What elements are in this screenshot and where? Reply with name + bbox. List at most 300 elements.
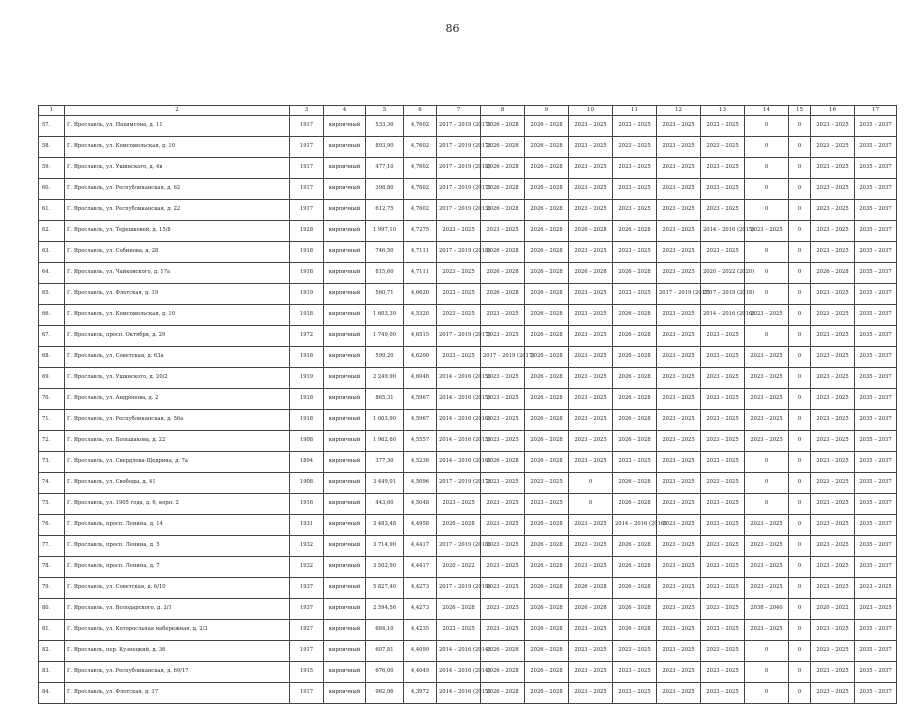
table-cell: 4,5236 <box>404 452 437 473</box>
table-cell: 2023 – 2025 <box>657 158 701 179</box>
table-cell: 2035 – 2037 <box>855 200 897 221</box>
table-cell: 2023 – 2025 <box>701 200 745 221</box>
table-cell: 1918 <box>290 389 324 410</box>
table-row <box>39 221 897 242</box>
column-header: 17 <box>855 106 897 116</box>
table-cell: 75. <box>39 494 65 515</box>
table-cell: 2026 – 2028 <box>481 200 525 221</box>
table-cell: 1917 <box>290 641 324 662</box>
table-cell: 2026 – 2028 <box>613 410 657 431</box>
table-cell: кирпичный <box>324 389 366 410</box>
table-cell: 2023 – 2025 <box>745 347 789 368</box>
table-cell: 2023 – 2025 <box>613 284 657 305</box>
table-cell: 1915 <box>290 662 324 683</box>
table-cell: 2026 – 2028 <box>525 641 569 662</box>
table-cell: 2023 – 2025 <box>701 179 745 200</box>
column-header: 5 <box>366 106 404 116</box>
table-cell: 1908 <box>290 431 324 452</box>
table-cell: 2023 – 2025 <box>701 326 745 347</box>
table-cell: 865,31 <box>366 389 404 410</box>
table-cell: 4,7602 <box>404 179 437 200</box>
table-cell: 2026 – 2028 <box>525 200 569 221</box>
table-cell: 398,80 <box>366 179 404 200</box>
address-cell: Г. Ярославль, ул. Собинова, д. 28 <box>65 242 290 263</box>
table-cell: 2023 – 2025 <box>657 389 701 410</box>
table-cell: 2023 – 2025 <box>811 116 855 137</box>
table-cell: 2035 – 2037 <box>855 683 897 704</box>
table-cell: 2026 – 2028 <box>613 326 657 347</box>
table-cell: 0 <box>745 641 789 662</box>
table-cell: 2014 – 2016 (2016) <box>613 515 657 536</box>
column-header: 10 <box>569 106 613 116</box>
table-cell: 2014 – 2016 (2015) <box>437 431 481 452</box>
address-cell: Г. Ярославль, ул. Большакова, д. 22 <box>65 431 290 452</box>
table-cell: 2035 – 2037 <box>855 410 897 431</box>
table-cell: 0 <box>745 452 789 473</box>
table-cell: 2023 – 2025 <box>811 620 855 641</box>
table-cell: 1908 <box>290 473 324 494</box>
address-cell: Г. Ярославль, ул. Республиканская, д. 22 <box>65 200 290 221</box>
table-cell: 2026 – 2028 <box>613 599 657 620</box>
table-cell: 1917 <box>290 683 324 704</box>
table-cell: 1 997,10 <box>366 221 404 242</box>
table-cell: 2035 – 2037 <box>855 305 897 326</box>
table-cell: 2023 – 2025 <box>481 221 525 242</box>
table-cell: 2038 – 2040 <box>745 599 789 620</box>
table-cell: 2023 – 2025 <box>481 368 525 389</box>
address-cell: Г. Ярославль, ул. Республиканская, д. 62 <box>65 179 290 200</box>
table-cell: 2023 – 2025 <box>569 284 613 305</box>
table-cell: 2023 – 2025 <box>569 305 613 326</box>
table-cell: кирпичный <box>324 158 366 179</box>
table-cell: 2023 – 2025 <box>701 599 745 620</box>
table-cell: 2023 – 2025 <box>657 620 701 641</box>
table-cell: 2023 – 2025 <box>481 620 525 641</box>
table-cell: 2035 – 2037 <box>855 284 897 305</box>
table-cell: 2023 – 2025 <box>657 536 701 557</box>
table-cell: 2035 – 2037 <box>855 368 897 389</box>
table-cell: 477,10 <box>366 158 404 179</box>
table-cell: 2020 – 2022 <box>437 557 481 578</box>
table-cell: 2023 – 2025 <box>657 494 701 515</box>
table-cell: 2023 – 2025 <box>701 137 745 158</box>
table-cell: 4,6200 <box>404 347 437 368</box>
table-cell: 1919 <box>290 284 324 305</box>
table-cell: 2026 – 2028 <box>525 158 569 179</box>
table-cell: 2023 – 2025 <box>481 578 525 599</box>
table-cell: 2023 – 2025 <box>481 410 525 431</box>
table-row <box>39 389 897 410</box>
table-cell: 2023 – 2025 <box>569 683 613 704</box>
table-cell: 2026 – 2028 <box>525 347 569 368</box>
column-header: 9 <box>525 106 569 116</box>
table-cell: 0 <box>745 494 789 515</box>
table-cell: 2026 – 2028 <box>613 536 657 557</box>
table-cell: 2017 – 2019 (2017) <box>437 179 481 200</box>
table-cell: 1 603,30 <box>366 305 404 326</box>
table-cell: 962,06 <box>366 683 404 704</box>
table-cell: 2023 – 2025 <box>811 242 855 263</box>
table-cell: 2023 – 2025 <box>657 242 701 263</box>
table-cell: 67. <box>39 326 65 347</box>
table-cell: 80. <box>39 599 65 620</box>
table-cell: 2014 – 2016 (2016) <box>437 452 481 473</box>
table-row <box>39 683 897 704</box>
table-cell: 0 <box>789 116 811 137</box>
table-cell: 1972 <box>290 326 324 347</box>
table-cell: 2026 – 2028 <box>613 347 657 368</box>
table-cell: 1917 <box>290 200 324 221</box>
table-cell: 2023 – 2025 <box>811 158 855 179</box>
table-cell: кирпичный <box>324 452 366 473</box>
table-cell: 2026 – 2028 <box>525 683 569 704</box>
table-cell: кирпичный <box>324 431 366 452</box>
table-cell: 2023 – 2025 <box>811 137 855 158</box>
table-cell: 2023 – 2025 <box>701 410 745 431</box>
table-cell: 2026 – 2028 <box>481 662 525 683</box>
table-cell: кирпичный <box>324 536 366 557</box>
table-cell: 2023 – 2025 <box>745 221 789 242</box>
address-cell: Г. Ярославль, ул. Ушинского, д. 4в <box>65 158 290 179</box>
table-row <box>39 578 897 599</box>
table-cell: кирпичный <box>324 284 366 305</box>
table-cell: 2026 – 2028 <box>437 515 481 536</box>
table-cell: кирпичный <box>324 116 366 137</box>
table-cell: 0 <box>789 263 811 284</box>
table-cell: 2023 – 2025 <box>657 116 701 137</box>
table-cell: 893,90 <box>366 137 404 158</box>
table-cell: 2023 – 2025 <box>657 599 701 620</box>
table-cell: 2023 – 2025 <box>657 662 701 683</box>
table-row <box>39 431 897 452</box>
table-cell: 2026 – 2028 <box>525 389 569 410</box>
table-cell: 2023 – 2025 <box>481 536 525 557</box>
table-cell: 2023 – 2025 <box>811 494 855 515</box>
table-cell: 2023 – 2025 <box>745 389 789 410</box>
table-cell: 2035 – 2037 <box>855 179 897 200</box>
table-cell: 2023 – 2025 <box>745 557 789 578</box>
table-cell: 2 594,56 <box>366 599 404 620</box>
table-cell: 2023 – 2025 <box>657 347 701 368</box>
table-cell: кирпичный <box>324 410 366 431</box>
table-cell: 2023 – 2025 <box>811 452 855 473</box>
table-cell: 1928 <box>290 221 324 242</box>
table-row <box>39 116 897 137</box>
table-cell: 2014 – 2016 (2015) <box>437 683 481 704</box>
table-cell: 0 <box>789 515 811 536</box>
table-cell: 2023 – 2025 <box>569 515 613 536</box>
table-cell: 2017 – 2019 (2013) <box>437 200 481 221</box>
table-cell: 2023 – 2025 <box>811 368 855 389</box>
column-header: 13 <box>701 106 745 116</box>
table-cell: 2017 – 2019 (2018) <box>701 284 745 305</box>
table-cell: кирпичный <box>324 578 366 599</box>
table-cell: 1917 <box>290 179 324 200</box>
table-cell: 2023 – 2025 <box>701 557 745 578</box>
table-cell: 676,00 <box>366 662 404 683</box>
table-row <box>39 536 897 557</box>
table-cell: 0 <box>569 473 613 494</box>
table-header-row <box>39 106 897 116</box>
table-cell: кирпичный <box>324 179 366 200</box>
table-cell: 62. <box>39 221 65 242</box>
address-cell: Г. Ярославль, ул. Комсомольская, д. 10 <box>65 137 290 158</box>
table-cell: 2035 – 2037 <box>855 242 897 263</box>
address-cell: Г. Ярославль, ул. Которосльная набережная, д. 2/3 <box>65 620 290 641</box>
table-cell: 2023 – 2025 <box>437 263 481 284</box>
table-cell: 2023 – 2025 <box>481 389 525 410</box>
table-cell: 2023 – 2025 <box>657 683 701 704</box>
table-cell: 0 <box>745 137 789 158</box>
table-cell: 2017 – 2019 (2017) <box>437 116 481 137</box>
address-cell: Г. Ярославль, ул. Советская, д. 6/10 <box>65 578 290 599</box>
table-cell: 2023 – 2025 <box>701 116 745 137</box>
table-cell: 2023 – 2025 <box>481 431 525 452</box>
table-cell: 2023 – 2025 <box>701 389 745 410</box>
table-cell: 0 <box>745 116 789 137</box>
table-cell: 1918 <box>290 263 324 284</box>
table-cell: 0 <box>789 242 811 263</box>
table-cell: 2023 – 2025 <box>701 431 745 452</box>
table-cell: 4,6048 <box>404 368 437 389</box>
table-cell: 2023 – 2025 <box>437 284 481 305</box>
table-cell: 2026 – 2028 <box>525 368 569 389</box>
table-cell: 2023 – 2025 <box>701 662 745 683</box>
table-cell: 2023 – 2025 <box>811 662 855 683</box>
table-cell: 2023 – 2025 <box>481 557 525 578</box>
table-cell: 2023 – 2025 <box>525 473 569 494</box>
table-cell: 0 <box>789 494 811 515</box>
table-cell: 4,7602 <box>404 158 437 179</box>
table-cell: кирпичный <box>324 599 366 620</box>
table-cell: кирпичный <box>324 347 366 368</box>
table-cell: 4,7111 <box>404 263 437 284</box>
table-cell: 2017 – 2019 (2018) <box>437 242 481 263</box>
table-cell: 4,7275 <box>404 221 437 242</box>
table-cell: 0 <box>789 536 811 557</box>
table-cell: 2026 – 2028 <box>569 578 613 599</box>
table-cell: 2035 – 2037 <box>855 116 897 137</box>
table-cell: 4,6515 <box>404 326 437 347</box>
table-cell: 0 <box>789 284 811 305</box>
table-cell: 4,6620 <box>404 284 437 305</box>
table-cell: 2023 – 2025 <box>437 305 481 326</box>
table-cell: 2026 – 2028 <box>525 662 569 683</box>
table-cell: 1919 <box>290 368 324 389</box>
table-cell: 0 <box>569 494 613 515</box>
table-cell: 2023 – 2025 <box>569 137 613 158</box>
table-cell: 81. <box>39 620 65 641</box>
table-cell: 0 <box>789 410 811 431</box>
table-cell: кирпичный <box>324 137 366 158</box>
table-cell: 2026 – 2028 <box>613 620 657 641</box>
table-cell: 2023 – 2025 <box>481 326 525 347</box>
table-cell: 1 962,60 <box>366 431 404 452</box>
table-cell: 2026 – 2028 <box>481 263 525 284</box>
table-cell: 2023 – 2025 <box>811 431 855 452</box>
table-cell: 2023 – 2025 <box>811 179 855 200</box>
column-header: 4 <box>324 106 366 116</box>
table-cell: 2023 – 2025 <box>481 473 525 494</box>
table-cell: 78. <box>39 557 65 578</box>
table-cell: кирпичный <box>324 641 366 662</box>
table-cell: 2026 – 2028 <box>811 263 855 284</box>
table-cell: 2023 – 2025 <box>745 620 789 641</box>
table-cell: 2023 – 2025 <box>569 620 613 641</box>
table-cell: 2023 – 2025 <box>613 662 657 683</box>
table-cell: 607,81 <box>366 641 404 662</box>
table-cell: 2017 – 2019 (2017) <box>437 326 481 347</box>
table-cell: 2026 – 2028 <box>525 326 569 347</box>
table-cell: кирпичный <box>324 473 366 494</box>
table-row <box>39 494 897 515</box>
address-cell: Г. Ярославль, ул. Нахимсона, д. 11 <box>65 116 290 137</box>
table-row <box>39 326 897 347</box>
table-cell: 2014 – 2016 (2015) <box>437 368 481 389</box>
table-cell: 4,7111 <box>404 242 437 263</box>
table-cell: 0 <box>789 683 811 704</box>
table-cell: 533,30 <box>366 116 404 137</box>
table-cell: кирпичный <box>324 620 366 641</box>
table-cell: 2026 – 2028 <box>613 578 657 599</box>
table-cell: 2023 – 2025 <box>613 158 657 179</box>
address-cell: Г. Ярославль, ул. Свердлова-Щедрина, д. 7а <box>65 452 290 473</box>
table-cell: 2023 – 2025 <box>701 620 745 641</box>
table-row <box>39 284 897 305</box>
table-cell: 79. <box>39 578 65 599</box>
table-cell: 0 <box>745 179 789 200</box>
table-cell: 1 003,90 <box>366 410 404 431</box>
table-cell: 0 <box>789 137 811 158</box>
table-cell: 1917 <box>290 137 324 158</box>
table-cell: 0 <box>745 326 789 347</box>
table-cell: 0 <box>789 473 811 494</box>
table-cell: 2023 – 2025 <box>437 347 481 368</box>
table-cell: 2026 – 2028 <box>481 116 525 137</box>
table-cell: 83. <box>39 662 65 683</box>
table-cell: 2017 – 2019 (2017) <box>437 137 481 158</box>
table-cell: 59. <box>39 158 65 179</box>
table-cell: 0 <box>789 641 811 662</box>
table-cell: 2014 – 2016 (2016) <box>701 305 745 326</box>
address-cell: Г. Ярославль, просп. Ленина, д. 5 <box>65 536 290 557</box>
table-cell: кирпичный <box>324 221 366 242</box>
table-cell: 2026 – 2028 <box>481 641 525 662</box>
table-cell: 2 249,90 <box>366 368 404 389</box>
table-cell: 4,5048 <box>404 494 437 515</box>
address-cell: Г. Ярославль, ул. Республиканская, д. 56а <box>65 410 290 431</box>
table-cell: 2035 – 2037 <box>855 620 897 641</box>
table-cell: 2023 – 2025 <box>657 326 701 347</box>
table-cell: кирпичный <box>324 326 366 347</box>
table-cell: 2023 – 2025 <box>613 683 657 704</box>
table-cell: 2023 – 2025 <box>569 410 613 431</box>
table-cell: 2023 – 2025 <box>569 452 613 473</box>
table-cell: 2035 – 2037 <box>855 221 897 242</box>
table-row <box>39 641 897 662</box>
table-cell: 2023 – 2025 <box>657 473 701 494</box>
table-cell: 2026 – 2028 <box>481 242 525 263</box>
table-cell: 2023 – 2025 <box>657 305 701 326</box>
table-cell: 2014 – 2016 (2015) <box>701 221 745 242</box>
table-cell: 2026 – 2028 <box>525 578 569 599</box>
table-cell: кирпичный <box>324 515 366 536</box>
table-cell: 84. <box>39 683 65 704</box>
address-cell: Г. Ярославль, ул. Свободы, д. 41 <box>65 473 290 494</box>
table-cell: 2026 – 2028 <box>569 599 613 620</box>
table-cell: 2023 – 2025 <box>613 137 657 158</box>
table-cell: 2023 – 2025 <box>613 200 657 221</box>
table-cell: 2023 – 2025 <box>525 494 569 515</box>
table-cell: 2023 – 2025 <box>569 389 613 410</box>
table-cell: 1916 <box>290 494 324 515</box>
table-cell: 2026 – 2028 <box>525 431 569 452</box>
table-cell: 2023 – 2025 <box>569 431 613 452</box>
table-cell: 2023 – 2025 <box>745 368 789 389</box>
table-cell: кирпичный <box>324 263 366 284</box>
table-cell: 2026 – 2028 <box>525 179 569 200</box>
table-row <box>39 200 897 221</box>
table-cell: кирпичный <box>324 557 366 578</box>
table-row <box>39 557 897 578</box>
table-cell: 76. <box>39 515 65 536</box>
table-row <box>39 347 897 368</box>
table-cell: 71. <box>39 410 65 431</box>
table-cell: 612,75 <box>366 200 404 221</box>
table-cell: 4,4273 <box>404 578 437 599</box>
table-cell: 2035 – 2037 <box>855 263 897 284</box>
table-cell: 2026 – 2028 <box>525 599 569 620</box>
table-cell: 0 <box>745 242 789 263</box>
table-cell: 443,60 <box>366 494 404 515</box>
table-cell: 2023 – 2025 <box>811 641 855 662</box>
table-cell: 2023 – 2025 <box>811 305 855 326</box>
table-row <box>39 242 897 263</box>
table-cell: 2026 – 2028 <box>525 242 569 263</box>
table-row <box>39 410 897 431</box>
table-cell: 2026 – 2028 <box>613 431 657 452</box>
table-cell: 2023 – 2025 <box>811 515 855 536</box>
table-cell: 2026 – 2028 <box>481 452 525 473</box>
table-row <box>39 620 897 641</box>
table-cell: 684,10 <box>366 620 404 641</box>
table-cell: 2026 – 2028 <box>525 557 569 578</box>
column-header: 11 <box>613 106 657 116</box>
table-cell: 69. <box>39 368 65 389</box>
column-header: 7 <box>437 106 481 116</box>
table-cell: 0 <box>745 284 789 305</box>
column-header: 14 <box>745 106 789 116</box>
table-cell: 0 <box>789 158 811 179</box>
table-cell: 2023 – 2025 <box>701 515 745 536</box>
table-cell: 2023 – 2025 <box>437 221 481 242</box>
table-cell: 2026 – 2028 <box>481 137 525 158</box>
table-cell: 3 483,48 <box>366 515 404 536</box>
table-cell: 70. <box>39 389 65 410</box>
table-cell: 2023 – 2025 <box>855 578 897 599</box>
table-cell: 1 749,00 <box>366 326 404 347</box>
table-cell: 2026 – 2028 <box>525 263 569 284</box>
table-cell: 2026 – 2028 <box>525 410 569 431</box>
column-header: 6 <box>404 106 437 116</box>
table-cell: 2023 – 2025 <box>701 158 745 179</box>
table-cell: 2035 – 2037 <box>855 389 897 410</box>
column-header: 12 <box>657 106 701 116</box>
table-cell: 5 827,40 <box>366 578 404 599</box>
table-cell: 2023 – 2025 <box>701 494 745 515</box>
table-cell: 1932 <box>290 536 324 557</box>
table-cell: 3 449,01 <box>366 473 404 494</box>
